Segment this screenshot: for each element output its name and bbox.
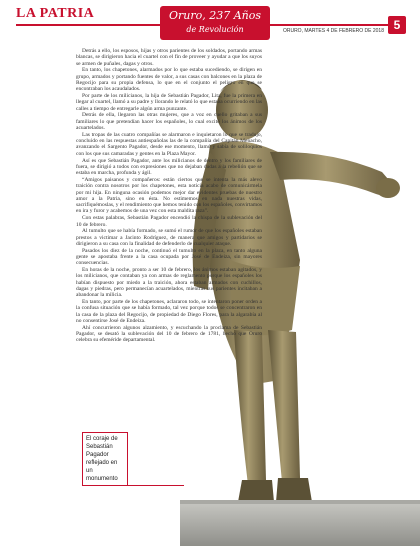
statue-pedestal [180, 500, 420, 546]
statue-legs [234, 330, 312, 502]
banner-subtitle: de Revolución [186, 25, 244, 34]
article-paragraph: Las tropas de las cuatro compañías se alarmaron e inquietaron lo que se tradujo, concluido en las respuestas antiespañolas las de la compañía del Capitán Menacho, avanzando el Sargento Pagador, desde ese momento, llamó y sabía de soliloquios con los que sus camaradas y gentes en la Plaza Mayor. [76, 131, 262, 157]
article-paragraph: “Amigos paisanos y compañeros: están ciertos que se intenta la más alevo traición contra nosotros por los chapetones, esta noticia acabo de comunicármela por mi hija. En ninguna ocasión podemos mejor dar evidentes pruebas de nuestro amor a la Patria, sino en ésta. No estimemos en nada nuestras vidas, sacrifiquémoslas, y el rendimiento que hemos tenido con los españoles, convirtamos en ira y furor y acabemos de una vez con esta maldita raza”. [76, 176, 262, 215]
caption-pointer-line [128, 485, 184, 486]
article-paragraph: Ahí concurrieron algunos alzamiento, y escuchando la proclama de Sebastián Pagador, se desató la sublevación del 10 de febrero de 1781, hecho que Oruro celebra su efeméride departamental. [76, 324, 262, 344]
masthead: LA PATRIA [16, 6, 95, 21]
article-paragraph: Por parte de los milicianos, la hija de Sebastián Pagador, Lita, fue la primera en llegar al cuartel, llamó a su padre y llorando le relató lo que estaba ocurriendo en las calles a tiempo de entregarle algún arma punzante. [76, 93, 262, 112]
photo-caption: El coraje de Sebastián Pagador reflejado en un monumento [82, 432, 128, 486]
page-header [0, 0, 420, 44]
article-paragraph: En horas de la noche, pronto a ser 10 de febrero, los ánimos estaban agitados, y los milicianos, que contaban ya con armas de reglamento porque los españoles los habían dispuesto por miedo a la traición, ahora estaban armados con cuchillos, dagas y piedras, pero permanecían acuartelados, mientras sus parientes incitaban a abandonar la milicia. [76, 267, 262, 299]
article-paragraph: Detrás de ella, llegaron las otras mujeres, que a voz en cuello gritaban a sus familiares lo que pretendían hacer los españoles, lo cual excitó los ánimos de los acuartelados. [76, 112, 262, 132]
article-paragraph: Detrás a ello, los esposos, hijas y otros parientes de los soldados, portando armas blancas, se dirigieron hacia el cuartel con el fin de proveer y ayudar a que los suyos se armen de puñales, dagas y otros. [76, 48, 262, 67]
banner-title: Oruro, 237 Años [168, 9, 262, 22]
article-paragraph: Así es que Sebastián Pagador, ante los milicianos de dentro y los familiares de fuera, se dirigió a todos con expresiones que no dejaban dudas a la rebelión que se estaba en marcha, profunda y ágil. [76, 157, 262, 177]
page-number: 5 [388, 16, 406, 34]
article-paragraph: Con estas palabras, Sebastián Pagador encendió la chispa de la sublevación del 10 de febrero. [76, 215, 262, 228]
anniversary-banner [160, 6, 270, 40]
article-paragraph: Pasados los diez de la noche, continuó el tumulto en la plaza, en tanto alguna gente se apostaba frente a la casa ocupada por José de Endeiza, sin mayores consecuencias. [76, 247, 262, 267]
article-paragraph: En tanto, los chapetones, alarmados por lo que estaba sucediendo, se dirigen en grupo, armados y portando fuentes de valor, a sus casas con balcones en la plaza de Regocijo para su propia defensa, lo que en el conjunto el peligro en que se encontraban los acaudalados. [76, 67, 262, 93]
article-body [76, 48, 262, 344]
article-paragraph: Al tumulto que se había formado, se sumó el rumor de que los españoles estaban prestos a victimar a Jacinto Rodríguez, de manera que amigos y partidarios se dirigieron a su casa con la finalidad de defenderlo de cualquier ataque. [76, 228, 262, 247]
dateline: ORURO, MARTES 4 DE FEBRERO DE 2018 [282, 28, 384, 34]
article-paragraph: En tanto, por parte de los chapetones, aclararon todo, se intentaron poner orden a la confusa situación que se había formado, tal vez porque todos se concentraron en la casa de la plaza del Regocijo, de propiedad de Diego Flores, para la algarabía al no consentirse José de Endeiza. [76, 299, 262, 324]
